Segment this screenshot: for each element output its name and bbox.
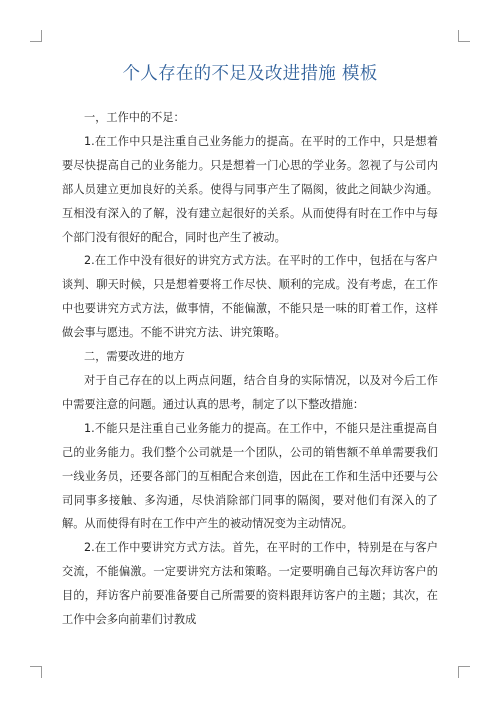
improvement-paragraph-2: 2.在工作中要讲究方式方法。首先，在平时的工作中，特别是在与客户交流，不能偏激。一定要讲究方法和策略。一定要明确自己每次拜访客户的目的，拜访客户前要准备要自己所需要的资料跟拜访客户的主题；其次，在工作中会多向前辈们讨教成 — [62, 541, 438, 627]
improvement-paragraph-1: 1.不能只是注重自己业务能力的提高。在工作中，不能只是注重提高自己的业务能力。我们整个公司就是一个团队，公司的销售额不单单需要我们一线业务员，还要各部门的互相配合来创造，因此在工作和生活中还要与公司同事多接触、多沟通，尽快消除部门同事的隔阂，要对他们有深入的了解。从而使得有时在工作中产生的被动情况变为主动情况。 — [62, 421, 438, 531]
crop-mark-bottom-left — [30, 666, 42, 678]
document-body — [62, 106, 438, 632]
crop-mark-top-left — [30, 30, 42, 42]
section-heading-shortcomings: 一，工作中的不足： — [84, 111, 185, 124]
shortcoming-paragraph-2: 2.在工作中没有很好的讲究方式方法。在平时的工作中，包括在与客户谈判、聊天时候，只是想着要将工作尽快、顺利的完成。没有考虑，在工作中也要讲究方式方法，做事情，不能偏激，不能只是一味的盯着工作，这样做会事与愿违。不能不讲究方法、讲究策略。 — [62, 254, 438, 340]
document-title: 个人存在的不足及改进措施 模板 — [122, 64, 378, 84]
crop-mark-top-right — [458, 30, 470, 42]
section-heading-improvements: 二，需要改进的地方 — [84, 350, 185, 364]
crop-mark-bottom-right — [458, 666, 470, 678]
shortcoming-paragraph-1: 1.在工作中只是注重自己业务能力的提高。在平时的工作中，只是想着要尽快提高自己的业务能力。只是想着一门心思的学业务。忽视了与公司内部人员建立更加良好的关系。使得与同事产生了隔阂，彼此之间缺少沟通。互相没有深入的了解，没有建立起很好的关系。从而使得有时在工作中与每个部门没有很好的配合，同时也产生了被动。 — [62, 134, 438, 244]
improvement-intro-paragraph: 对于自己存在的以上两点问题，结合自身的实际情况，以及对今后工作中需要注意的问题。通过认真的思考，制定了以下整改措施： — [62, 373, 438, 411]
